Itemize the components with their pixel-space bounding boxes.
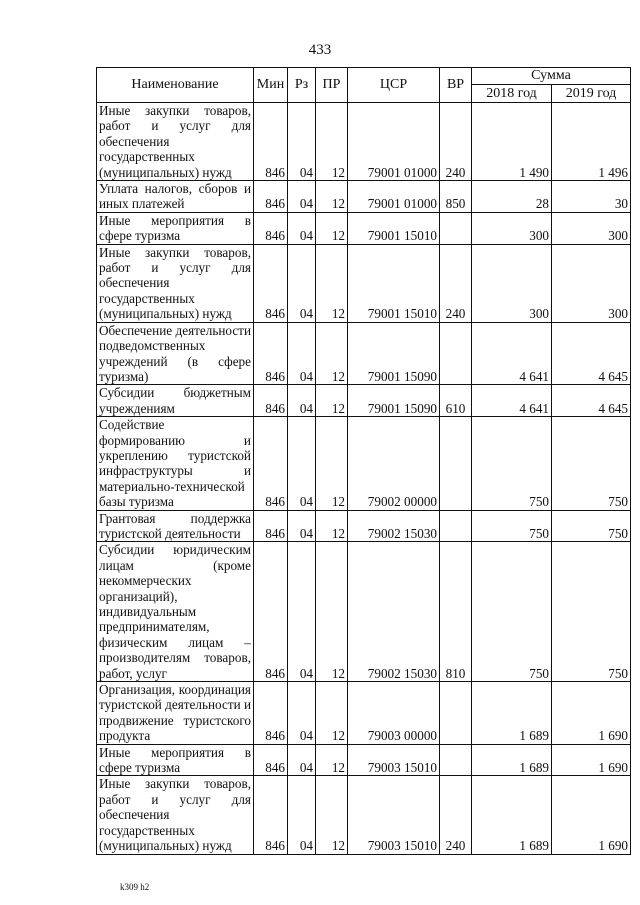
- row-sum-2018: 1 689: [472, 776, 552, 854]
- row-rz: 04: [288, 385, 316, 417]
- row-rz: 04: [288, 776, 316, 854]
- table-row: [97, 744, 631, 776]
- row-sum-2018: 28: [472, 181, 552, 213]
- row-sum-2019: 4 645: [552, 385, 631, 417]
- row-sum-2019: 4 645: [552, 322, 631, 385]
- header-sum: Сумма: [472, 68, 631, 85]
- row-pr: 12: [316, 682, 348, 745]
- row-vr: [440, 417, 472, 510]
- row-rz: 04: [288, 181, 316, 213]
- row-rz: 04: [288, 417, 316, 510]
- header-pr: ПР: [316, 68, 348, 103]
- footer-code: k309 h2: [120, 882, 150, 892]
- row-min: 846: [254, 244, 288, 322]
- row-pr: 12: [316, 510, 348, 542]
- row-vr: [440, 322, 472, 385]
- row-sum-2019: 750: [552, 542, 631, 682]
- row-name: Иные закупки товаров, работ и услуг для обеспечения государственных (муниципальных) нужд: [97, 103, 254, 181]
- row-sum-2018: 1 689: [472, 744, 552, 776]
- row-sum-2018: 300: [472, 244, 552, 322]
- header-min: Мин: [254, 68, 288, 103]
- row-sum-2019: 1 496: [552, 103, 631, 181]
- row-sum-2018: 4 641: [472, 385, 552, 417]
- row-min: 846: [254, 744, 288, 776]
- row-sum-2018: 750: [472, 542, 552, 682]
- table-row: [97, 385, 631, 417]
- row-csr: 79001 01000: [348, 181, 440, 213]
- row-sum-2019: 1 690: [552, 776, 631, 854]
- row-csr: 79001 15090: [348, 385, 440, 417]
- row-sum-2019: 750: [552, 417, 631, 510]
- row-sum-2019: 30: [552, 181, 631, 213]
- page-number: 433: [308, 42, 332, 58]
- row-sum-2019: 300: [552, 244, 631, 322]
- table-row: [97, 181, 631, 213]
- row-pr: 12: [316, 385, 348, 417]
- row-vr: 240: [440, 103, 472, 181]
- table-row: [97, 417, 631, 510]
- row-pr: 12: [316, 776, 348, 854]
- row-csr: 79001 01000: [348, 103, 440, 181]
- row-rz: 04: [288, 682, 316, 745]
- row-pr: 12: [316, 744, 348, 776]
- row-sum-2018: 750: [472, 417, 552, 510]
- row-vr: [440, 510, 472, 542]
- row-pr: 12: [316, 212, 348, 244]
- table-row: [97, 212, 631, 244]
- row-name: Субсидии юридическим лицам (кроме некоммерческих организаций), индивидуальным предпринимателям, физическим лицам – производителям товаров, работ, услуг: [97, 542, 254, 682]
- row-pr: 12: [316, 103, 348, 181]
- header-rz: Рз: [288, 68, 316, 103]
- row-min: 846: [254, 322, 288, 385]
- row-min: 846: [254, 542, 288, 682]
- row-vr: 240: [440, 244, 472, 322]
- header-2019: 2019 год: [552, 85, 631, 103]
- table-row: [97, 322, 631, 385]
- row-rz: 04: [288, 744, 316, 776]
- row-name: Организация, координация туристской деятельности и продвижение туристского продукта: [97, 682, 254, 745]
- row-min: 846: [254, 181, 288, 213]
- table-row: [97, 542, 631, 682]
- table-row: [97, 682, 631, 745]
- row-name: Иные закупки товаров, работ и услуг для обеспечения государственных (муниципальных) нужд: [97, 776, 254, 854]
- row-csr: 79003 15010: [348, 744, 440, 776]
- row-csr: 79001 15010: [348, 212, 440, 244]
- row-pr: 12: [316, 322, 348, 385]
- row-name: Субсидии бюджетным учреждениям: [97, 385, 254, 417]
- row-sum-2019: 1 690: [552, 682, 631, 745]
- budget-table: [96, 67, 631, 855]
- row-name: Иные мероприятия в сфере туризма: [97, 212, 254, 244]
- row-min: 846: [254, 510, 288, 542]
- row-min: 846: [254, 212, 288, 244]
- row-csr: 79002 00000: [348, 417, 440, 510]
- row-rz: 04: [288, 322, 316, 385]
- header-csr: ЦСР: [348, 68, 440, 103]
- row-min: 846: [254, 776, 288, 854]
- row-sum-2019: 750: [552, 510, 631, 542]
- header-2018: 2018 год: [472, 85, 552, 103]
- row-csr: 79001 15090: [348, 322, 440, 385]
- row-sum-2019: 1 690: [552, 744, 631, 776]
- header-name: Наименование: [97, 68, 254, 103]
- row-name: Уплата налогов, сборов и иных платежей: [97, 181, 254, 213]
- row-min: 846: [254, 682, 288, 745]
- table-row: [97, 244, 631, 322]
- row-rz: 04: [288, 212, 316, 244]
- row-vr: 850: [440, 181, 472, 213]
- row-rz: 04: [288, 542, 316, 682]
- row-name: Иные закупки товаров, работ и услуг для обеспечения государственных (муниципальных) нужд: [97, 244, 254, 322]
- row-sum-2018: 4 641: [472, 322, 552, 385]
- row-sum-2018: 750: [472, 510, 552, 542]
- row-vr: [440, 744, 472, 776]
- table-row: [97, 510, 631, 542]
- row-sum-2018: 300: [472, 212, 552, 244]
- header-vr: ВР: [440, 68, 472, 103]
- row-csr: 79002 15030: [348, 542, 440, 682]
- row-min: 846: [254, 417, 288, 510]
- row-vr: 610: [440, 385, 472, 417]
- row-vr: 810: [440, 542, 472, 682]
- row-name: Иные мероприятия в сфере туризма: [97, 744, 254, 776]
- row-vr: [440, 212, 472, 244]
- row-rz: 04: [288, 510, 316, 542]
- row-min: 846: [254, 385, 288, 417]
- row-pr: 12: [316, 244, 348, 322]
- row-rz: 04: [288, 244, 316, 322]
- row-min: 846: [254, 103, 288, 181]
- row-csr: 79003 00000: [348, 682, 440, 745]
- row-pr: 12: [316, 542, 348, 682]
- table-row: [97, 103, 631, 181]
- row-name: Содействие формированию и укреплению туристской инфраструктуры и материально-технической базы туризма: [97, 417, 254, 510]
- row-sum-2018: 1 689: [472, 682, 552, 745]
- row-name: Обеспечение деятельности подведомственных учреждений (в сфере туризма): [97, 322, 254, 385]
- row-csr: 79002 15030: [348, 510, 440, 542]
- row-csr: 79001 15010: [348, 244, 440, 322]
- row-name: Грантовая поддержка туристской деятельности: [97, 510, 254, 542]
- row-sum-2018: 1 490: [472, 103, 552, 181]
- row-sum-2019: 300: [552, 212, 631, 244]
- table-row: [97, 776, 631, 854]
- table-body: [97, 103, 631, 855]
- row-pr: 12: [316, 417, 348, 510]
- row-csr: 79003 15010: [348, 776, 440, 854]
- row-pr: 12: [316, 181, 348, 213]
- row-rz: 04: [288, 103, 316, 181]
- row-vr: [440, 682, 472, 745]
- row-vr: 240: [440, 776, 472, 854]
